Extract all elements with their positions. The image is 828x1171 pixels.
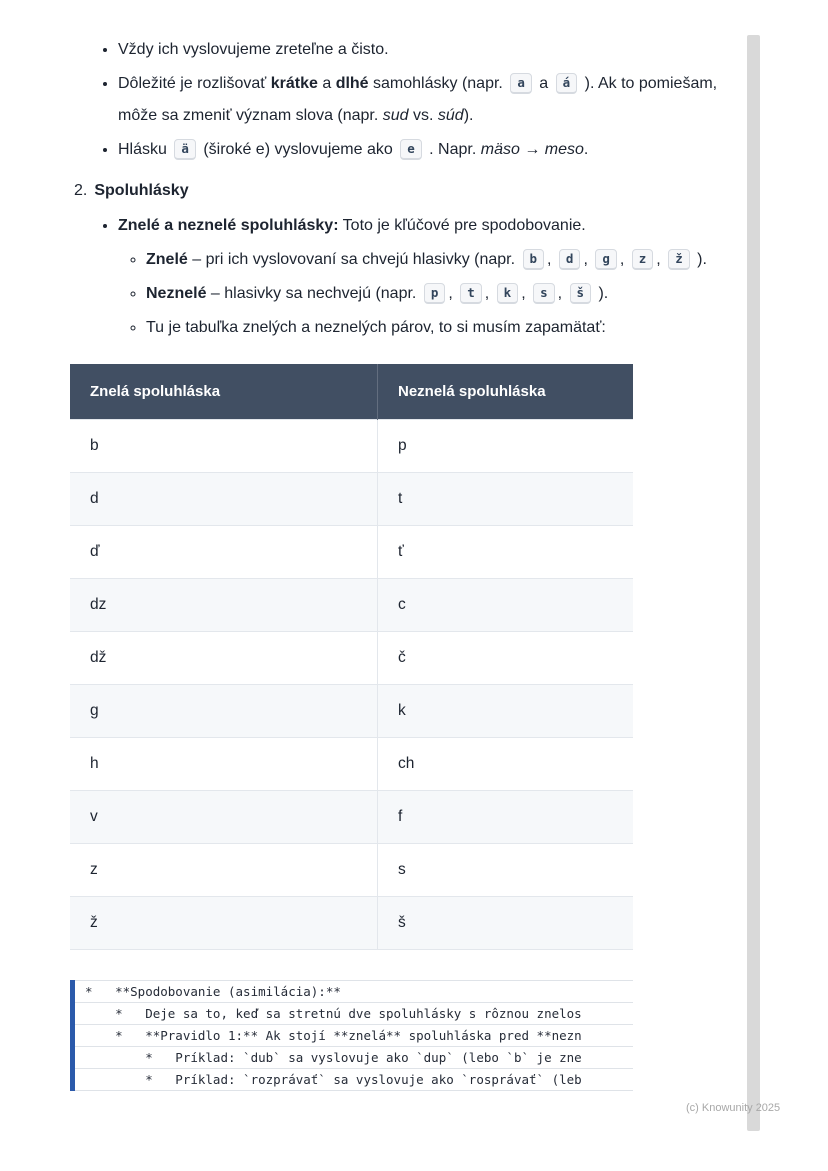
key-badge: z — [632, 249, 654, 270]
sub-bullet-item: ◦ Tu je tabuľka znelých a neznelých párov, to si musím zapamätať: — [146, 312, 748, 344]
table-cell: s — [378, 844, 634, 897]
table-row — [70, 738, 633, 791]
consonant-pairs-table — [70, 364, 633, 950]
italic-text: sud — [382, 107, 409, 124]
table-row — [70, 791, 633, 844]
table-body — [70, 420, 633, 950]
bold-text: Neznelé — [146, 285, 207, 302]
section-number: 2. — [74, 182, 88, 199]
table-cell: p — [378, 420, 634, 473]
table-cell: š — [378, 897, 634, 950]
italic-text: mäso — [480, 141, 520, 158]
table-row — [70, 473, 633, 526]
key-badge: a — [510, 73, 532, 94]
table-cell: f — [378, 791, 634, 844]
table-cell: k — [378, 685, 634, 738]
table-cell: d — [70, 473, 378, 526]
code-line: * **Pravidlo 1:** Ak stojí **znelá** spoluhláska pred **nezn — [75, 1025, 633, 1047]
table-row — [70, 685, 633, 738]
table-cell: dz — [70, 579, 378, 632]
table-row — [70, 897, 633, 950]
table-cell: č — [378, 632, 634, 685]
bold-text: Znelé — [146, 251, 188, 268]
table-cell: c — [378, 579, 634, 632]
table-cell: ch — [378, 738, 634, 791]
code-line: * **Spodobovanie (asimilácia):** — [75, 980, 633, 1003]
table-row — [70, 420, 633, 473]
table-row — [70, 632, 633, 685]
bullet-item: • Dôležité je rozlišovať krátke a dlhé samohlásky (napr. a a á ). Ak to pomiešam, môže sa zmeniť význam slova (napr. sud vs. súd). — [118, 68, 748, 132]
bullet-item: • Hlásku ä (široké e) vyslovujeme ako e . Napr. mäso → meso. — [118, 134, 748, 166]
table-cell: b — [70, 420, 378, 473]
table-cell: ť — [378, 526, 634, 579]
table-row — [70, 526, 633, 579]
section-heading — [74, 178, 748, 204]
document-content — [70, 34, 748, 1091]
bold-text: Znelé a neznelé spoluhlásky: — [118, 217, 339, 234]
key-badge: š — [570, 283, 592, 304]
italic-text: meso — [544, 141, 584, 158]
bold-text: dlhé — [335, 75, 369, 92]
intro-bullet-list — [70, 34, 748, 166]
scrollbar-thumb[interactable] — [747, 35, 760, 1131]
table-cell: ď — [70, 526, 378, 579]
bullet-text: Znelé a neznelé spoluhlásky: Toto je kľúčové pre spodobovanie. — [118, 217, 586, 234]
key-badge: b — [523, 249, 545, 270]
code-line: * Príklad: `rozprávať` sa vyslovuje ako `rosprávať` (leb — [75, 1069, 633, 1091]
section-title: Spoluhlásky — [94, 182, 189, 199]
key-badge: k — [497, 283, 519, 304]
sub-bullet-item: ◦ Neznelé – hlasivky sa nechvejú (napr. p , t , k , s , š ). — [146, 278, 748, 310]
bold-text: krátke — [270, 75, 318, 92]
sub-bullet-item: ◦ Znelé – pri ich vyslovovaní sa chvejú hlasivky (napr. b , d , g , z , ž ). — [146, 244, 748, 276]
table-cell: ž — [70, 897, 378, 950]
sub-bullet-list — [118, 244, 748, 344]
watermark: (c) Knowunity 2025 — [686, 1102, 781, 1114]
key-badge: g — [595, 249, 617, 270]
key-badge: s — [533, 283, 555, 304]
key-badge: e — [400, 139, 422, 160]
table-cell: v — [70, 791, 378, 844]
table-cell: t — [378, 473, 634, 526]
table-row — [70, 844, 633, 897]
consonant-bullet-list — [70, 210, 748, 344]
table-row — [70, 579, 633, 632]
key-badge: p — [424, 283, 446, 304]
markdown-code-block — [70, 980, 633, 1091]
table-cell: dž — [70, 632, 378, 685]
key-badge: d — [559, 249, 581, 270]
table-cell: h — [70, 738, 378, 791]
key-badge: ž — [668, 249, 690, 270]
column-header-voiced: Znelá spoluhláska — [70, 364, 378, 420]
bullet-item — [118, 210, 748, 344]
key-badge: á — [556, 73, 578, 94]
table-cell: z — [70, 844, 378, 897]
table-cell: g — [70, 685, 378, 738]
column-header-voiceless: Neznelá spoluhláska — [378, 364, 634, 420]
bullet-item: • Vždy ich vyslovujeme zreteľne a čisto. — [118, 34, 748, 66]
code-line: * Deje sa to, keď sa stretnú dve spoluhlásky s rôznou znelos — [75, 1003, 633, 1025]
italic-text: súd — [437, 107, 464, 124]
key-badge: t — [460, 283, 482, 304]
key-badge: ä — [174, 139, 196, 160]
code-line: * Príklad: `dub` sa vyslovuje ako `dup` (lebo `b` je zne — [75, 1047, 633, 1069]
table-header-row — [70, 364, 633, 420]
